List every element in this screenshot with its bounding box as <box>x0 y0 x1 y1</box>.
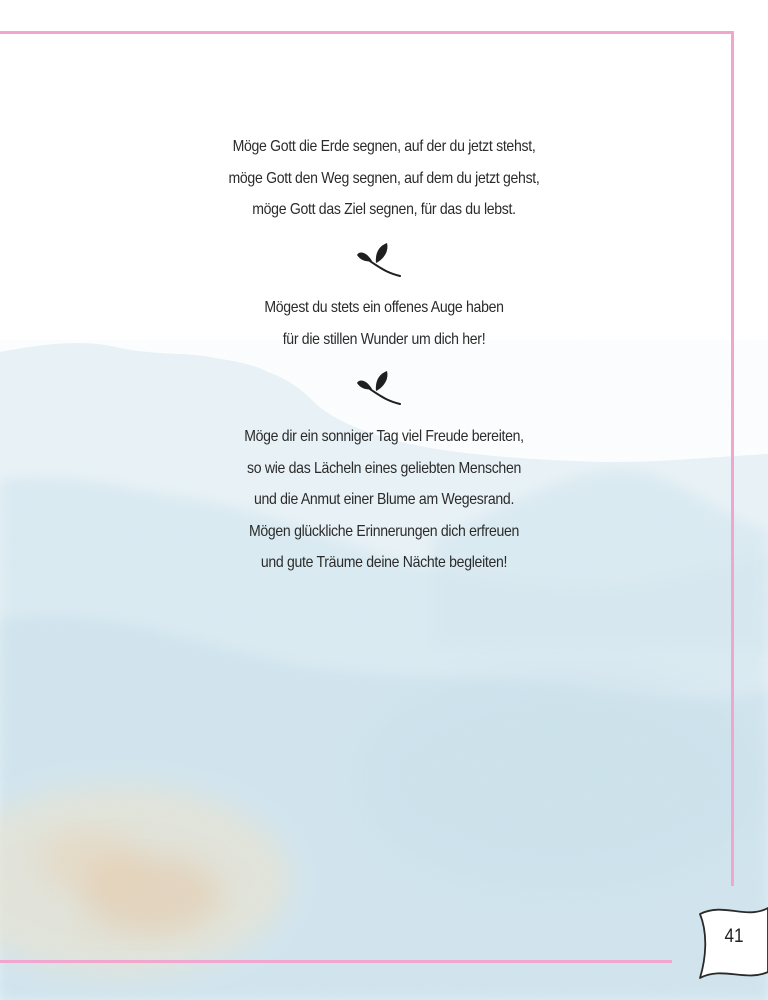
verse-line: Mögest du stets ein offenes Auge haben <box>264 299 504 316</box>
verse-line: so wie das Lächeln eines geliebten Menschen <box>246 459 522 477</box>
leaf-sprout-icon <box>356 241 402 277</box>
leaf-sprout-icon <box>356 369 402 405</box>
verse-line: für die stillen Wunder um dich her! <box>282 330 486 348</box>
verse-line: und gute Träume deine Nächte begleiten! <box>260 554 508 571</box>
verse-line: möge Gott den Weg segnen, auf dem du jetzt gehst, <box>228 169 540 187</box>
frame-bottom-border <box>0 960 672 963</box>
blessing-stanza-3 <box>178 421 590 579</box>
page-number: 41 <box>724 926 744 947</box>
blessing-stanza-2 <box>178 292 590 355</box>
verse-line: Möge Gott die Erde segnen, auf der du jetzt stehst, <box>232 138 536 155</box>
frame-right-border <box>731 31 734 886</box>
verse-line: Möge dir ein sonniger Tag viel Freude bereiten, <box>244 428 524 445</box>
verse-line: Mögen glückliche Erinnerungen dich erfreuen <box>248 522 520 540</box>
blessing-stanza-1 <box>178 131 590 226</box>
verse-line: möge Gott das Ziel segnen, für das du lebst. <box>252 201 516 218</box>
verse-line: und die Anmut einer Blume am Wegesrand. <box>253 491 515 508</box>
frame-top-border <box>0 31 733 34</box>
